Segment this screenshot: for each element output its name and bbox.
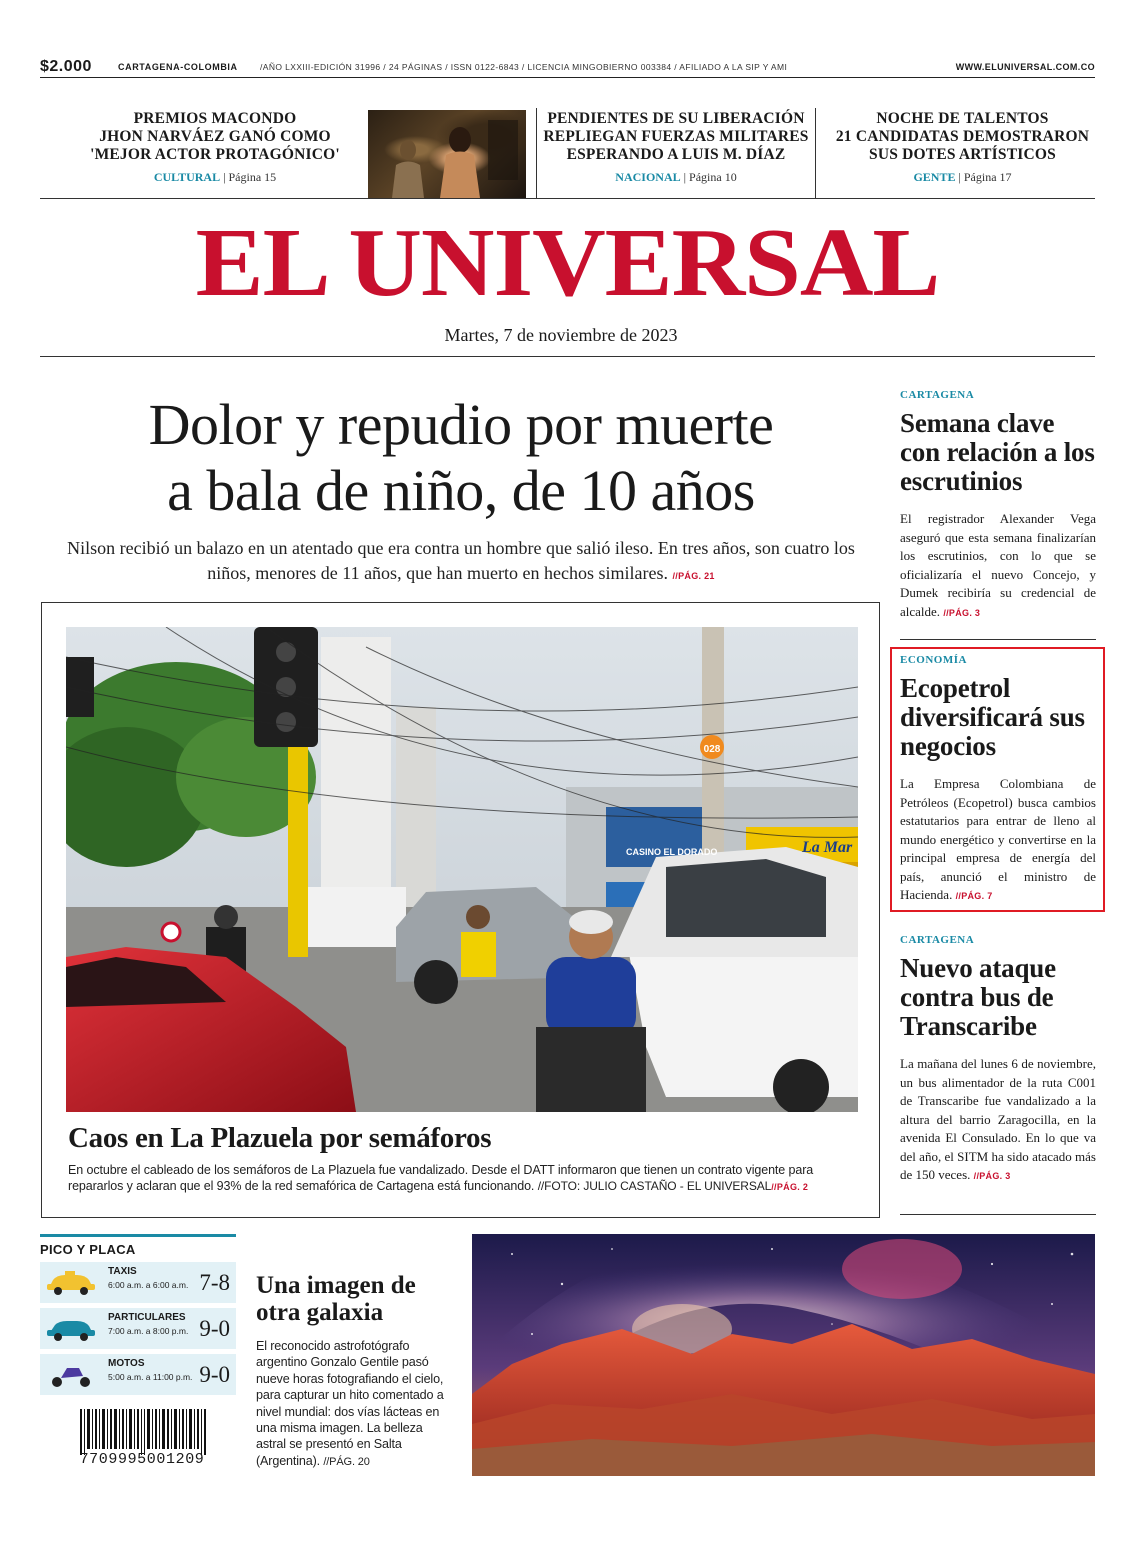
edition-strip [40,58,1095,78]
side-story-ecopetrol[interactable] [900,654,1096,905]
price: $2.000 [40,58,92,75]
page-reference[interactable]: //PÁG. 3 [943,607,981,618]
teaser-section: GENTE | Página 17 [913,170,1012,184]
photo-credit: //FOTO: JULIO CASTAÑO - EL UNIVERSAL [537,1179,772,1193]
main-deck: Nilson recibió un balazo en un atentado que era contra un hombre que salió ileso. En tres años, son cuatro los niños, menores de 11 años, que han muerto en hechos similares. //PÁG. 21 [67,538,855,583]
divider [40,356,1095,357]
side-body: La Empresa Colombiana de Petróleos (Ecopetrol) busca cambios estatutarios para entrar de lleno al mundo energético y convertirse en la principal empresa de energía del país, anunció el ministro de Hacienda. //PÁG. 7 [900,776,1096,902]
teaser-gente[interactable] [820,110,1105,185]
section-kicker: CARTAGENA [900,389,975,401]
pico-row-motos [40,1354,236,1395]
barcode-number: 7709995001209 [79,1451,205,1468]
motorcycle-icon [45,1362,97,1388]
page-reference[interactable]: //PÁG. 21 [672,571,715,581]
teaser-cultural[interactable] [90,110,340,185]
website-link[interactable]: WWW.ELUNIVERSAL.COM.CO [955,62,1095,72]
photo-story-title[interactable]: Caos en La Plazuela por semáforos [68,1122,492,1154]
page-reference[interactable]: //PÁG. 7 [955,891,993,901]
edition-info: /AÑO LXXIII-EDICIÓN 31996 / 24 PÁGINAS / ISSN 0122-6843 / LICENCIA MINGOBIERNO 003384 / AFILIADO A LA SIP Y AMI [260,62,788,72]
store-sign: La Mar [802,839,853,856]
taxi-icon [45,1270,97,1296]
galaxy-photo [472,1234,1095,1476]
galaxy-body: El reconocido astrofotógrafo argentino Gonzalo Gentile pasó nueve horas fotografiando el cielo, para capturar un hito comentado a nivel mundial: dos vías lácteas en una misma imagen. La belleza astral se presentó en Salta (Argentina). //PÁG. 20 [256,1339,444,1468]
page-reference[interactable]: //PÁG. 20 [323,1455,370,1468]
pico-digits: 9-0 [199,1316,230,1341]
pico-digits: 9-0 [199,1362,230,1387]
side-body: El registrador Alexander Vega aseguró que esta semana finalizarían los escrutinios, con lo que se oficializaría el nuevo Concejo, y Dumek recibiría su credencial de alcalde. //PÁG. 3 [900,511,1096,619]
pico-hours: 7:00 a.m. a 8:00 p.m. [108,1326,189,1336]
pico-row-particulares [40,1308,236,1349]
car-icon [45,1316,97,1342]
teaser-nacional[interactable] [540,110,812,185]
barcode [80,1409,206,1455]
section-kicker: CARTAGENA [900,934,975,946]
traffic-photo [66,627,858,1112]
side-body: La mañana del lunes 6 de noviembre, un bus alimentador de la ruta C001 de Transcaribe fue vandalizado a la altura del barrio Zaragocilla, en la avenida El Consulado. En lo que va del año, el SITM ha sido atacado más de 150 veces. //PÁG. 3 [900,1056,1096,1182]
teaser-divider [815,108,816,198]
teaser-headline: PREMIOS MACONDO JHON NARVÁEZ GANÓ COMO 'MEJOR ACTOR PROTAGÓNICO' [90,110,340,163]
city-label: CARTAGENA-COLOMBIA [118,62,238,72]
divider [40,198,1095,199]
casino-sign: CASINO EL DORADO [626,847,718,857]
pico-row-taxis [40,1262,236,1303]
side-headline[interactable]: Nuevo ataque contra bus de Transcaribe [900,953,1056,1041]
pico-hours: 6:00 a.m. a 6:00 a.m. [108,1280,189,1290]
photo-caption: En octubre el cableado de los semáforos de La Plazuela fue vandalizado. Desde el DATT informaron que tienen un contrato vigente para repararlos y aclaran que el 93% de la red semafórica de Cartagena está funcionando. //FOTO: JULIO CASTAÑO - EL UNIVERSAL//PÁG. 2 [68,1163,814,1193]
galaxy-headline[interactable]: Una imagen de otra galaxia [256,1272,416,1326]
pico-digits: 7-8 [199,1270,230,1295]
publication-date: Martes, 7 de noviembre de 2023 [444,325,678,345]
teaser-divider [536,108,537,198]
pico-label: MOTOS [108,1358,145,1369]
side-headline[interactable]: Ecopetrol diversificará sus negocios [900,673,1085,761]
pole-number: 028 [703,744,721,755]
teaser-headline: PENDIENTES DE SU LIBERACIÓN REPLIEGAN FUERZAS MILITARES ESPERANDO A LUIS M. DÍAZ [543,110,809,163]
pico-label: PARTICULARES [108,1312,186,1323]
pico-hours: 5:00 a.m. a 11:00 p.m. [108,1372,193,1382]
pico-label: TAXIS [108,1266,137,1277]
pico-rule [40,1234,236,1237]
section-kicker: ECONOMÍA [900,654,967,666]
teaser-section: CULTURAL | Página 15 [153,170,277,184]
main-headline[interactable]: Dolor y repudio por muerte a bala de niño, de 10 años [148,392,774,523]
divider [900,1214,1096,1215]
masthead-logo: EL UNIVERSAL [195,209,940,317]
teaser-photo [368,110,526,198]
divider [900,639,1096,640]
teaser-headline: NOCHE DE TALENTOS 21 CANDIDATAS DEMOSTRARON SUS DOTES ARTÍSTICOS [835,110,1090,163]
side-story-transcaribe[interactable] [900,934,1096,1185]
side-story-escrutinios[interactable] [900,389,1096,621]
teaser-section: NACIONAL | Página 10 [615,170,737,184]
side-headline[interactable]: Semana clave con relación a los escrutinios [900,408,1095,496]
page-reference[interactable]: //PÁG. 2 [771,1182,809,1192]
pico-y-placa-title: PICO Y PLACA [40,1242,136,1257]
page-reference[interactable]: //PÁG. 3 [973,1171,1011,1181]
